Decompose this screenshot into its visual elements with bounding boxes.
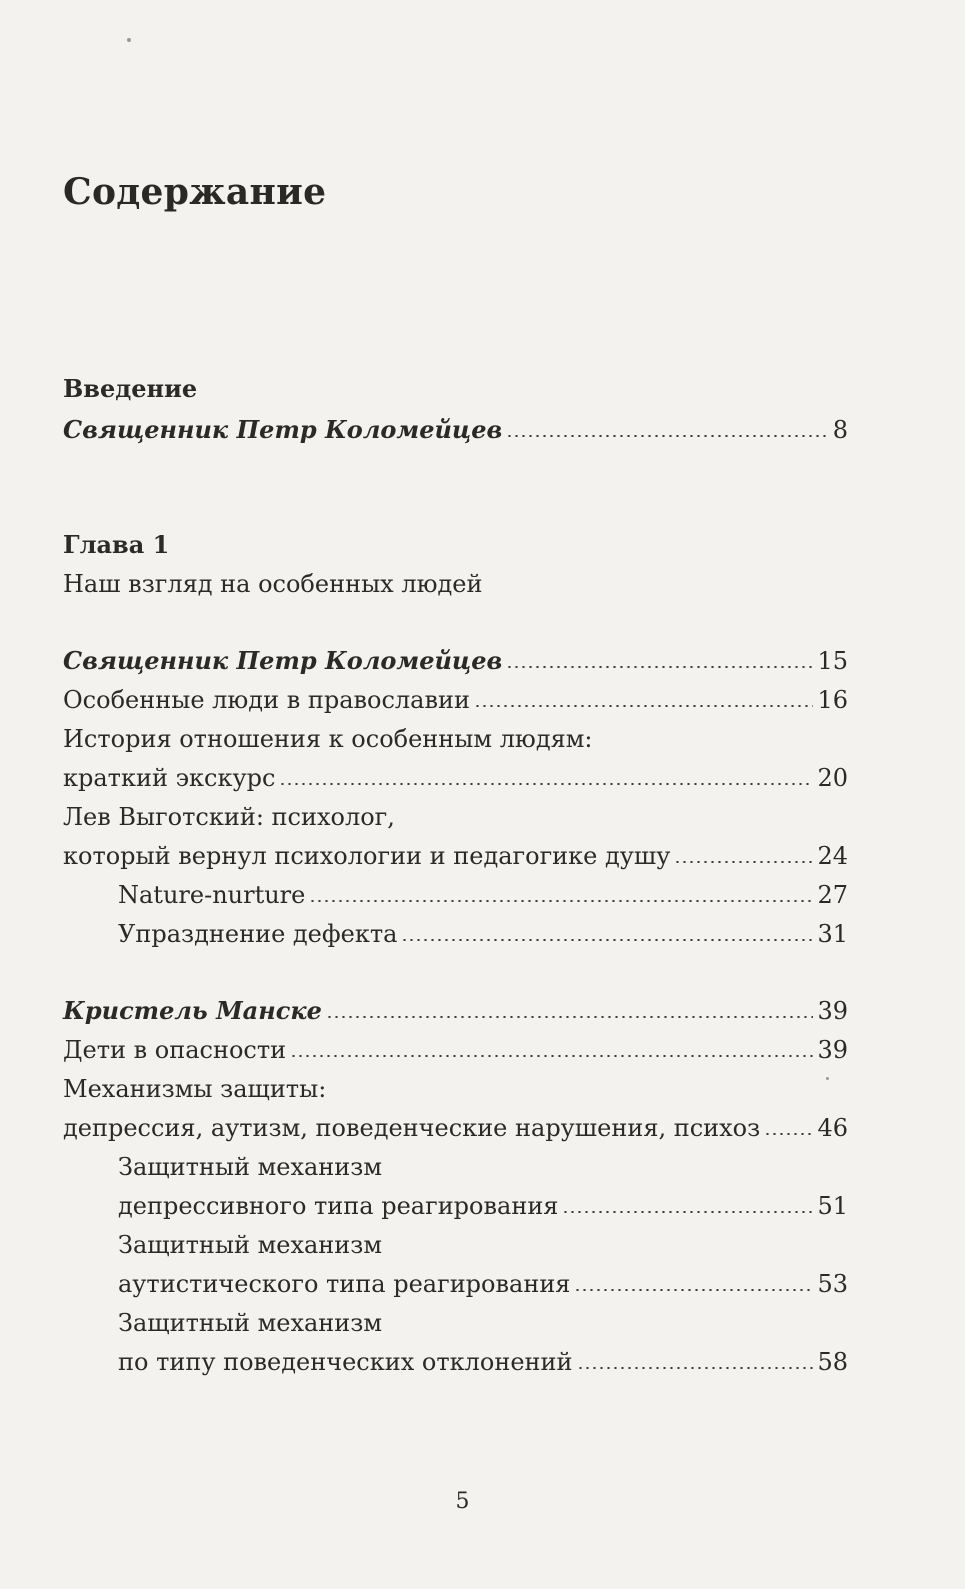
chapter-label: Глава 1	[63, 530, 170, 559]
page-ref: 51	[817, 1192, 848, 1220]
toc-subentry[interactable]	[118, 1343, 848, 1381]
toc-subentry[interactable]	[118, 1187, 848, 1225]
chapter-title: Наш взгляд на особенных людей	[63, 570, 483, 598]
entry-title: Упразднение дефекта	[118, 920, 398, 948]
entry-title: аутистического типа реагирования	[118, 1270, 571, 1298]
page-ref: 27	[817, 881, 848, 909]
entry-title: который вернул психологии и педагогике душу	[63, 842, 671, 870]
dot-leader	[290, 1055, 813, 1057]
entry-title: Защитный механизм	[118, 1231, 383, 1259]
paper-speck	[127, 38, 131, 42]
entry-title: Лев Выготский: психолог,	[63, 803, 395, 831]
entry-author: Кристель Манске	[63, 996, 322, 1025]
entry-title: История отношения к особенным людям:	[63, 725, 593, 753]
page-ref: 31	[817, 920, 848, 948]
dot-leader	[577, 1367, 814, 1369]
entry-title: Особенные люди в православии	[63, 686, 470, 714]
dot-leader	[279, 783, 813, 785]
intro-heading: Введение	[63, 374, 198, 403]
entry-title: депрессия, аутизм, поведенческие нарушения, психоз	[63, 1114, 761, 1142]
page-ref: 8	[832, 416, 848, 444]
page-ref: 39	[817, 997, 848, 1025]
dot-leader	[326, 1016, 814, 1018]
dot-leader	[474, 705, 813, 707]
dot-leader	[401, 939, 813, 941]
page-ref: 58	[817, 1348, 848, 1376]
toc-subentry[interactable]	[118, 1265, 848, 1303]
toc-subentry-line1[interactable]	[118, 1148, 848, 1186]
page-ref: 20	[817, 764, 848, 792]
entry-title: Защитный механизм	[118, 1309, 383, 1337]
toc-entry-intro-author[interactable]	[63, 411, 848, 449]
dot-leader	[506, 435, 828, 437]
page-number: 5	[455, 1489, 470, 1514]
toc-subentry[interactable]	[118, 915, 848, 953]
entry-title: депрессивного типа реагирования	[118, 1192, 559, 1220]
toc-entry[interactable]	[63, 837, 848, 875]
page-ref: 39	[817, 1036, 848, 1064]
page-ref: 46	[817, 1114, 848, 1142]
toc-entry[interactable]	[63, 1109, 848, 1147]
dot-leader	[309, 900, 813, 902]
toc-subentry-line1[interactable]	[118, 1304, 848, 1342]
dot-leader	[574, 1289, 813, 1291]
toc-entry-author[interactable]	[63, 992, 848, 1030]
toc-entry-line1[interactable]	[63, 798, 848, 836]
page-ref: 16	[817, 686, 848, 714]
dot-leader	[764, 1133, 813, 1135]
entry-title: Механизмы защиты:	[63, 1075, 327, 1103]
entry-title: Дети в опасности	[63, 1036, 287, 1064]
page-title: Содержание	[63, 171, 327, 213]
toc-entry[interactable]	[63, 759, 848, 797]
entry-title: краткий экскурс	[63, 764, 276, 792]
toc-subentry[interactable]	[118, 876, 848, 914]
toc-entry-author[interactable]	[63, 642, 848, 680]
toc-entry-line1[interactable]	[63, 720, 848, 758]
entry-title: Nature-nurture	[118, 881, 306, 909]
dot-leader	[562, 1211, 813, 1213]
entry-title: Защитный механизм	[118, 1153, 383, 1181]
page-ref: 53	[817, 1270, 848, 1298]
entry-title: по типу поведенческих отклонений	[118, 1348, 573, 1376]
entry-author: Священник Петр Коломейцев	[63, 646, 503, 675]
toc-entry[interactable]	[63, 1031, 848, 1069]
dot-leader	[506, 666, 813, 668]
page-ref: 24	[817, 842, 848, 870]
dot-leader	[674, 861, 813, 863]
entry-author: Священник Петр Коломейцев	[63, 415, 503, 444]
toc-entry[interactable]	[63, 681, 848, 719]
toc-entry-line1[interactable]	[63, 1070, 848, 1108]
page-ref: 15	[817, 647, 848, 675]
toc-subentry-line1[interactable]	[118, 1226, 848, 1264]
